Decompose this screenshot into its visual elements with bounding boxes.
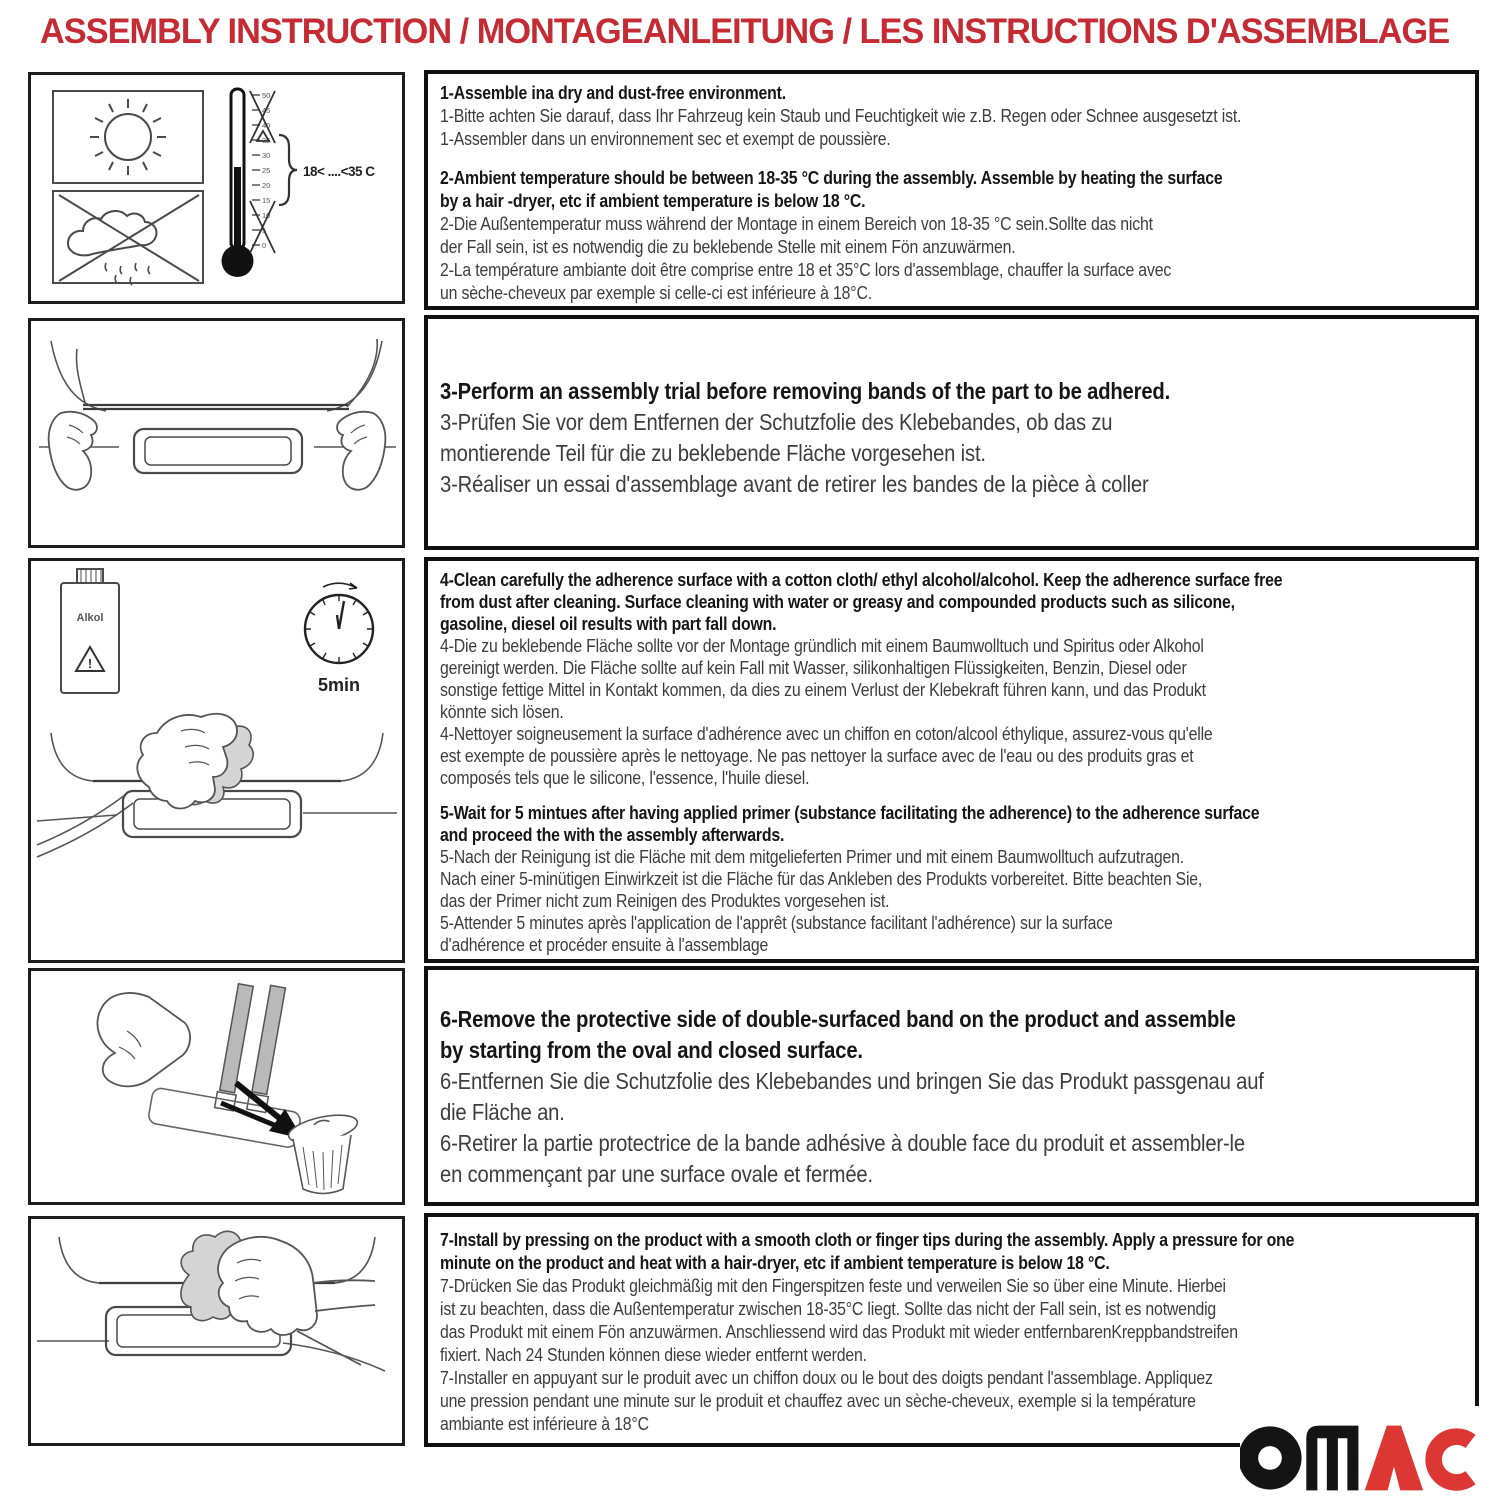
peeling-hand-icon bbox=[97, 993, 190, 1086]
instruction-line: 1-Assemble ina dry and dust-free environment. bbox=[440, 83, 786, 103]
instruction-line: 3-Prüfen Sie vor dem Entfernen der Schutzfolie des Klebebandes, ob das zu bbox=[440, 409, 1113, 435]
instruction-line: 3-Réaliser un essai d'assemblage avant de retirer les bandes de la pièce à coller bbox=[440, 471, 1149, 497]
left-hand-icon bbox=[49, 412, 97, 490]
instruction-line: 3-Perform an assembly trial before removing bands of the part to be adhered. bbox=[440, 378, 1171, 404]
instruction-line: Nach einer 5-minütigen Einwirkzeit ist die Fläche für das Ankleben des Produkts vorbereitet. Bitte beachten Sie, bbox=[440, 869, 1203, 889]
instruction-line: die Fläche an. bbox=[440, 1099, 565, 1125]
instruction-line: and proceed the with the assembly afterwards. bbox=[440, 825, 785, 845]
svg-text:45: 45 bbox=[262, 106, 271, 115]
instruction-line: from dust after cleaning. Surface cleaning with water or greasy and compounded products such as silicone, bbox=[440, 592, 1235, 612]
instruction-line: 7-Installer en appuyant sur le produit avec un chiffon doux ou le bout des doigts pendant l'assemblage. Appliquez bbox=[440, 1368, 1213, 1388]
instruction-line: 1-Bitte achten Sie darauf, dass Ihr Fahrzeug kein Staub und Feuchtigkeit wie z.B. Regen oder Schnee ausgesetzt ist. bbox=[440, 106, 1242, 126]
instruction-line: une pression pendant une minute sur le produit et chauffez avec un sèche-cheveux, exemple si la température bbox=[440, 1391, 1196, 1411]
logo-letters-red bbox=[1365, 1426, 1471, 1491]
illustration-trial-panel bbox=[28, 318, 405, 548]
instruction-line: un sèche-cheveux par exemple si celle-ci est inférieure à 18°C. bbox=[440, 283, 872, 303]
range-brace bbox=[279, 135, 297, 205]
svg-text:10: 10 bbox=[262, 211, 271, 220]
climate-conditions-illustration bbox=[31, 75, 402, 301]
assembly-trial-illustration bbox=[31, 321, 402, 545]
instruction-line: 6-Entfernen Sie die Schutzfolie des Klebebandes und bringen Sie das Produkt passgenau auf bbox=[440, 1068, 1264, 1094]
instruction-line: by a hair -dryer, etc if ambient temperature is below 18 °C. bbox=[440, 191, 866, 211]
remove-band-illustration bbox=[31, 971, 402, 1202]
pressing-hand-icon bbox=[218, 1237, 375, 1365]
instruction-line: by starting from the oval and closed surface. bbox=[440, 1037, 863, 1063]
instruction-line: 5-Nach der Reinigung ist die Fläche mit dem mitgelieferten Primer und mit einem Baumwolltuch aufzutragen. bbox=[440, 847, 1184, 867]
right-hand-icon bbox=[337, 412, 385, 490]
band-tail bbox=[76, 339, 377, 407]
temp-range-label: 18< ....<35 C bbox=[303, 164, 375, 179]
instruction-line: 7-Install by pressing on the product with a smooth cloth or finger tips during the assembly. Apply a pressure for one bbox=[440, 1230, 1295, 1250]
instruction-line: composés tels que le silicone, l'essence, l'huile diesel. bbox=[440, 768, 810, 788]
thermometer-icon bbox=[222, 89, 376, 277]
instruction-line: ist zu beachten, dass die Außentemperatur zwischen 18-35°C liegt. Sollte das nicht der Fall sein, ist es notwendig bbox=[440, 1299, 1217, 1319]
illustration-climate-panel bbox=[28, 72, 405, 304]
svg-text:20: 20 bbox=[262, 181, 271, 190]
clean-surface-illustration bbox=[31, 561, 402, 960]
svg-text:35: 35 bbox=[262, 136, 271, 145]
instruction-line: 2-La température ambiante doit être comprise entre 18 et 35°C lors d'assemblage, chauffer la surface avec bbox=[440, 260, 1172, 280]
illustration-press-panel bbox=[28, 1216, 405, 1446]
arm-line bbox=[37, 795, 133, 857]
instruction-line: est exempte de poussière après le nettoyage. Ne pas nettoyer la surface avec de l'eau ou des produits gras et bbox=[440, 746, 1194, 766]
instruction-line: 2-Die Außentemperatur muss während der Montage in einem Bereich von 18-35 °C sein.Sollte das nicht bbox=[440, 214, 1153, 234]
instruction-line: gereinigt werden. Die Fläche sollte auf kein Fall mit Wasser, silikonhaltigen Flüssigkeiten, Benzin, Diesel oder bbox=[440, 658, 1187, 678]
instruction-line: sonstige fettige Mittel in Kontakt kommen, da dies zu einem Verlust der Klebekraft führen kann, und das Produkt bbox=[440, 680, 1206, 700]
omac-logo bbox=[1240, 1406, 1480, 1500]
sun-icon bbox=[105, 114, 151, 160]
instruction-line: 6-Retirer la partie protectrice de la bande adhésive à double face du produit et assembler-le bbox=[440, 1130, 1245, 1156]
tailgate-outline bbox=[51, 341, 382, 411]
svg-text:30: 30 bbox=[262, 151, 271, 160]
protective-band bbox=[83, 405, 349, 409]
section-4-text-panel bbox=[424, 966, 1479, 1206]
instruction-line: minute on the product and heat with a hair-dryer, etc if ambient temperature is below 18 °C. bbox=[440, 1253, 1110, 1273]
instruction-line: gasoline, diesel oil results with part fall down. bbox=[440, 614, 777, 634]
section-2-text-panel bbox=[424, 315, 1479, 550]
svg-text:5: 5 bbox=[262, 226, 267, 235]
section-1-text-panel bbox=[424, 70, 1479, 310]
svg-text:25: 25 bbox=[262, 166, 271, 175]
svg-text:40: 40 bbox=[262, 121, 271, 130]
trash-can-icon bbox=[286, 1110, 359, 1194]
page-title: ASSEMBLY INSTRUCTION / MONTAGEANLEITUNG / LES INSTRUCTIONS D'ASSEMBLAGE bbox=[40, 12, 1450, 51]
instruction-line: en commençant par une surface ovale et fermée. bbox=[440, 1161, 873, 1187]
logo-letters-black bbox=[1240, 1426, 1358, 1491]
instruction-line: montierende Teil für die zu beklebende Fläche vorgesehen ist. bbox=[440, 440, 986, 466]
crossed-out-lines bbox=[59, 195, 199, 281]
section-3-text-panel bbox=[424, 557, 1479, 963]
svg-text:0: 0 bbox=[262, 241, 267, 250]
instruction-line: 4-Clean carefully the adherence surface with a cotton cloth/ ethyl alcohol/alcohol. Keep the adherence surface free bbox=[440, 570, 1283, 590]
instruction-line: ambiante est inférieure à 18°C bbox=[440, 1414, 649, 1434]
instruction-line: 4-Die zu beklebende Fläche sollte vor der Montage gründlich mit einem Baumwolltuch und Spiritus oder Alkohol bbox=[440, 636, 1204, 656]
illustration-remove-panel bbox=[28, 968, 405, 1205]
instruction-line: 2-Ambient temperature should be between 18-35 °C during the assembly. Assemble by heating the surface bbox=[440, 168, 1223, 188]
instruction-line: 6-Remove the protective side of double-surfaced band on the product and assemble bbox=[440, 1006, 1236, 1032]
instruction-line: könnte sich lösen. bbox=[440, 702, 564, 722]
instruction-line: das der Primer nicht zum Reinigen des Produktes vorgesehen ist. bbox=[440, 891, 890, 911]
instruction-line: 1-Assembler dans un environnement sec et exempt de poussière. bbox=[440, 129, 891, 149]
instruction-line: das Produkt mit einem Fön anzuwärmen. Anschliessend wird das Produkt mit wieder entfernbarenKreppbandstreifen bbox=[440, 1322, 1238, 1342]
instruction-line: 5-Wait for 5 mintues after having applied primer (substance facilitating the adherence) to the adherence surface bbox=[440, 803, 1260, 823]
instruction-line: der Fall sein, ist es notwendig die zu beklebende Stelle mit einem Fön anzuwärmen. bbox=[440, 237, 1016, 257]
illustration-clean-panel bbox=[28, 558, 405, 963]
warning-exclamation: ! bbox=[87, 656, 93, 671]
svg-text:50: 50 bbox=[262, 91, 271, 100]
svg-text:15: 15 bbox=[262, 196, 271, 205]
clock-label: 5min bbox=[317, 675, 361, 695]
press-product-illustration bbox=[31, 1219, 402, 1443]
bottle-label: Alkol bbox=[76, 612, 104, 624]
omac-logo-graphic bbox=[1240, 1412, 1480, 1496]
product-part bbox=[134, 429, 302, 473]
instruction-line: d'adhérence et procéder ensuite à l'assemblage bbox=[440, 935, 769, 955]
clock-icon bbox=[305, 583, 373, 663]
instruction-line: 7-Drücken Sie das Produkt gleichmäßig mit den Fingerspitzen feste und verweilen Sie so über eine Minute. Hierbei bbox=[440, 1276, 1226, 1296]
instruction-line: 4-Nettoyer soigneusement la surface d'adhérence avec un chiffon en coton/alcool éthylique, assurez-vous qu'elle bbox=[440, 724, 1213, 744]
instruction-line: fixiert. Nach 24 Stunden können diese wieder entfernt werden. bbox=[440, 1345, 867, 1365]
instruction-line: 5-Attender 5 minutes après l'application de l'apprêt (substance facilitant l'adhérence) sur la surface bbox=[440, 913, 1113, 933]
alcohol-bottle-icon bbox=[61, 569, 119, 693]
